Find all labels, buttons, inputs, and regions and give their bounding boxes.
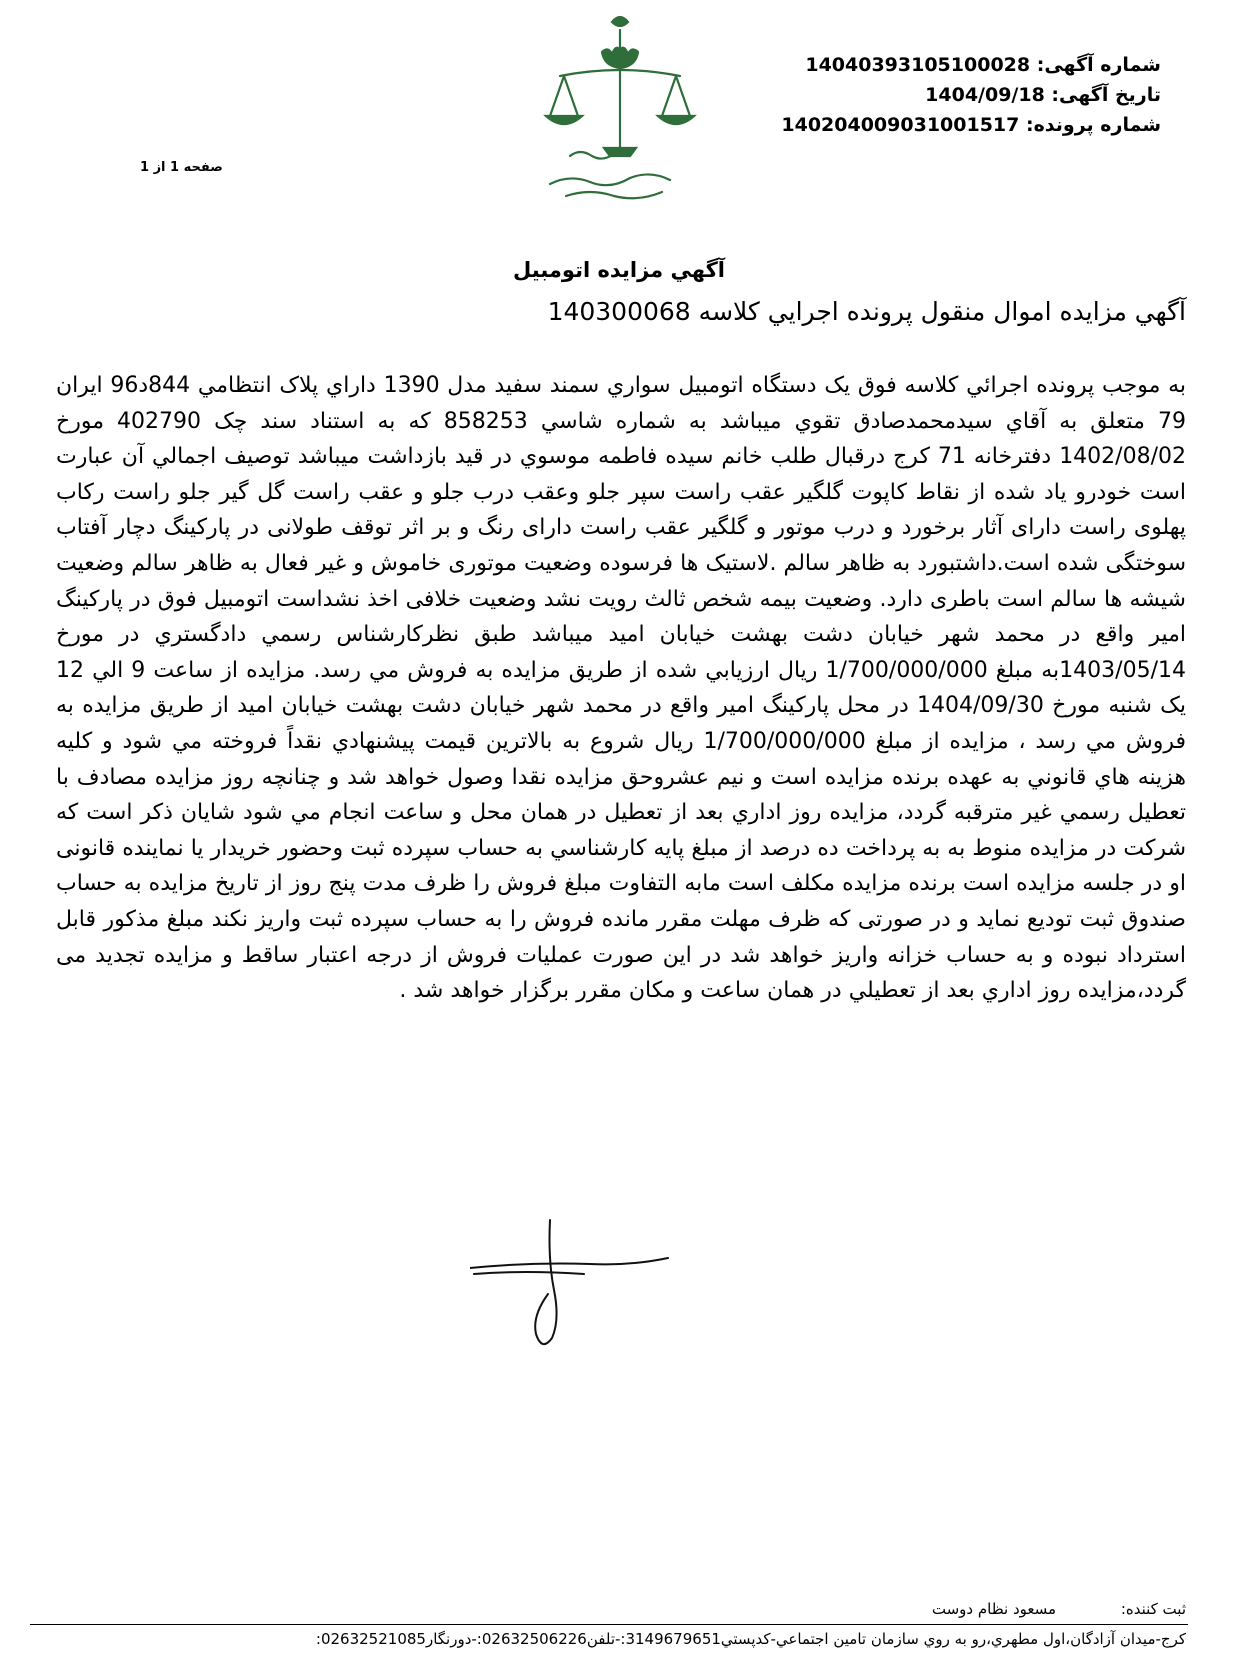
registrar-name: مسعود نظام دوست (931, 1600, 1057, 1618)
notice-date-row (741, 80, 1161, 110)
notice-meta (741, 50, 1161, 140)
notice-date: 1404/09/18 (925, 84, 1045, 106)
notice-number-label: شماره آگهی: (1036, 54, 1161, 76)
notice-body: به موجب پرونده اجرائي كلاسه فوق يک دستگاه اتومبيل سواري سمند سفيد مدل 1390 داراي پلاک انتظامي 844د96 ايران 79 متعلق به آقاي سيدمحمدصادق تقوي ميباشد به شماره شاسي 858253 كه به استناد سند چک 402790 مورخ 1402/08/02 دفترخانه 71 كرج درقبال طلب خانم سيده فاطمه موسوي در قيد بازداشت ميباشد توصيف اجمالي آن عبارت است خودرو ياد شده از نقاط كاپوت گلگير عقب راست سپر جلو وعقب درب جلو و عقب راست گل گير جلو راست ركاب پهلوی راست دارای آثار برخورد و درب موتور و گلگیر عقب راست دارای رنگ و بر اثر توقف طولانی در پارکینگ دچار آفتاب سوختگی شده است.داشتبورد به ظاهر سالم .لاستیک ها فرسوده وضعیت موتوری خاموش و غیر فعال به ظاهر سالم وضعیت شیشه ها سالم است باطری دارد. وضعیت بیمه شخص ثالث رویت نشد وضعیت خلافی اخذ نشداست اتومبیل فوق در پاركينگ امير واقع در محمد شهر خيابان دشت بهشت خيابان اميد ميباشد طبق نظركارشناس رسمي دادگستري در مورخ 1403/05/14به مبلغ 1/700/000/000 ريال ارزيابي شده از طريق مزايده به فروش مي رسد. مزايده از ساعت 9 الي 12 يک شنبه مورخ 1404/09/30 در محل پاركينگ امير واقع در محمد شهر خيابان دشت بهشت خيابان اميد از طريق مزايده به فروش مي رسد ، مزايده از مبلغ 1/700/000/000 ريال شروع به بالاترين قيمت پيشنهادي نقداً فروخته مي شود و كليه هزينه هاي قانوني به عهده برنده مزايده است و نيم عشروحق مزايده نقدا وصول خواهد شد و چنانچه روز مزايده مصادف با تعطيل رسمي غير مترقبه گردد، مزايده روز اداري بعد از تعطيل در همان محل و ساعت انجام مي شود شايان ذكر است كه شركت در مزايده منوط به به پرداخت ده درصد از مبلغ پايه كارشناسي به حساب سپرده ثبت وحضور خريدار يا نماينده قانونی او در جلسه مزايده است برنده مزايده مكلف است مابه التفاوت مبلغ فروش را ظرف مدت پنج روز از تاريخ مزايده به حساب صندوق ثبت توديع نمايد و در صورتی كه ظرف مهلت مقرر مانده فروش را به حساب سپرده ثبت واريز نكند مبلغ مذكور قابل استرداد نبوده و به حساب خزانه واريز خواهد شد در اين صورت عمليات فروش از درجه اعتبار ساقط و مزايده تجديد می گردد،مزايده روز اداري بعد از تعطيلي در همان ساعت و مكان مقرر برگزار خواهد شد . (56, 373, 1186, 1004)
registrar (932, 1600, 1186, 1618)
page-number: صفحه 1 از 1 (140, 160, 223, 175)
signature (470, 1210, 670, 1350)
document-subtitle: آگهي مزايده اموال منقول پرونده اجرايي كلاسه 140300068 (547, 297, 1186, 326)
notice-date-label: تاریخ آگهی: (1051, 84, 1161, 106)
footer-divider (30, 1624, 1188, 1625)
notice-number-row (741, 50, 1161, 80)
registrar-label: ثبت كننده: (1120, 1600, 1186, 1618)
document-title: آگهي مزايده اتومبيل (513, 258, 725, 282)
footer-address: كرج-ميدان آزادگان،اول مطهري،رو به روي سازمان تامين اجتماعي-كدپستي3149679651:-تلفن02632506226:-دورنگار02632521085: (315, 1630, 1186, 1648)
case-number-label: شماره پرونده: (1025, 114, 1161, 136)
judiciary-emblem (540, 8, 700, 208)
handwritten-signature-icon (470, 1210, 670, 1350)
case-number: 140204009031001517 (781, 114, 1020, 136)
case-number-row (741, 110, 1161, 140)
judiciary-emblem-icon (540, 8, 700, 208)
notice-number: 14040393105100028 (805, 54, 1031, 76)
